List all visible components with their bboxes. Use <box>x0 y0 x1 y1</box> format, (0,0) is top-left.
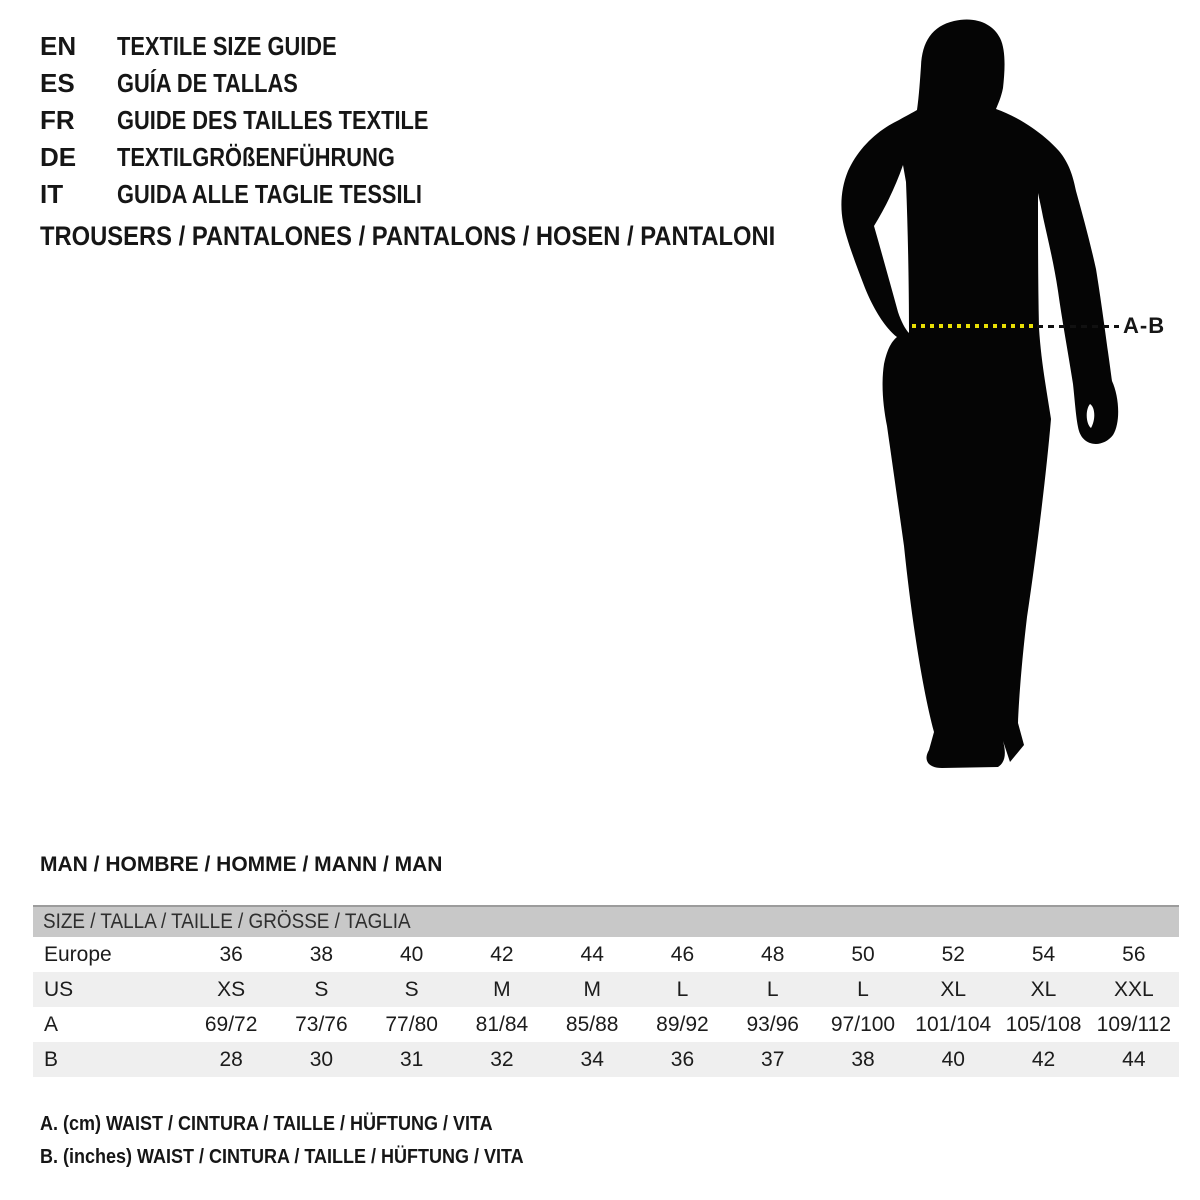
size-table-header: SIZE / TALLA / TAILLE / GRÖSSE / TAGLIA <box>33 906 1179 937</box>
size-cell: 69/72 <box>204 1012 258 1036</box>
size-table <box>33 905 1179 1077</box>
size-cell: 31 <box>399 1047 424 1071</box>
size-cell: 77/80 <box>385 1012 438 1036</box>
table-row-us <box>33 972 1179 1007</box>
footnote-a: A. (cm) WAIST / CINTURA / TAILLE / HÜFTUNG / VITA <box>40 1113 493 1135</box>
language-title: GUIDA ALLE TAGLIE TESSILI <box>117 179 422 209</box>
size-cell: S <box>314 977 329 1001</box>
row-label: B <box>44 1047 59 1071</box>
language-code: EN <box>40 31 77 61</box>
section-title-man: MAN / HOMBRE / HOMME / MANN / MAN <box>40 853 443 876</box>
size-cell: 30 <box>309 1047 334 1071</box>
row-label: Europe <box>44 942 112 966</box>
size-cell: 109/112 <box>1096 1012 1171 1036</box>
size-cell: 52 <box>941 942 965 966</box>
table-row-a-cm <box>33 1007 1179 1042</box>
size-cell: XS <box>217 977 246 1001</box>
size-table-header-row <box>33 906 1179 937</box>
footnotes <box>40 1108 577 1174</box>
size-cell: 38 <box>309 942 334 966</box>
size-cell: 36 <box>219 942 243 966</box>
language-row <box>40 102 488 139</box>
language-code: FR <box>40 105 75 135</box>
size-cell: 42 <box>490 942 514 966</box>
size-cell: 85/88 <box>565 1012 619 1036</box>
size-cell: 42 <box>1031 1047 1056 1071</box>
language-title: TEXTILGRÖßENFÜHRUNG <box>117 142 395 172</box>
language-title: GUÍA DE TALLAS <box>117 68 298 98</box>
size-cell: 101/104 <box>915 1012 992 1036</box>
size-cell: 34 <box>580 1047 604 1071</box>
size-cell: 46 <box>670 942 695 966</box>
size-cell: M <box>493 977 511 1001</box>
man-silhouette-figure <box>820 0 1200 780</box>
waist-measure-dotted-yellow <box>912 324 1033 328</box>
size-cell: 40 <box>399 942 424 966</box>
man-silhouette-svg <box>820 0 1200 780</box>
size-cell: 93/96 <box>746 1012 799 1036</box>
size-cell: 36 <box>670 1047 695 1071</box>
size-cell: XL <box>1030 977 1057 1001</box>
size-cell: 54 <box>1031 942 1056 966</box>
row-label: US <box>44 977 74 1001</box>
measure-label: A-B <box>1123 313 1166 338</box>
size-cell: 73/76 <box>295 1012 348 1036</box>
size-cell: 28 <box>219 1047 243 1071</box>
size-cell: XXL <box>1113 977 1154 1001</box>
size-cell: L <box>676 977 689 1001</box>
table-row-europe <box>33 937 1179 972</box>
footnote-b: B. (inches) WAIST / CINTURA / TAILLE / HÜFTUNG / VITA <box>40 1146 524 1168</box>
size-cell: 105/108 <box>1005 1012 1082 1036</box>
size-cell: 50 <box>851 942 875 966</box>
language-title: TEXTILE SIZE GUIDE <box>117 31 337 61</box>
table-row-b-inches <box>33 1042 1179 1077</box>
size-cell: 38 <box>851 1047 875 1071</box>
size-cell: 89/92 <box>656 1012 709 1036</box>
language-row <box>40 139 488 176</box>
size-cell: 44 <box>1122 1047 1146 1071</box>
size-cell: 97/100 <box>830 1012 896 1036</box>
language-code: DE <box>40 142 77 172</box>
language-code: IT <box>40 179 64 209</box>
row-label: A <box>44 1012 59 1036</box>
size-cell: 37 <box>761 1047 785 1071</box>
category-title: TROUSERS / PANTALONES / PANTALONS / HOSEN / PANTALONI <box>40 221 776 251</box>
size-cell: L <box>857 977 869 1001</box>
size-cell: M <box>583 977 601 1001</box>
waist-measure-dashed-black <box>1037 325 1119 328</box>
size-cell: 32 <box>490 1047 514 1071</box>
size-cell: 44 <box>580 942 604 966</box>
language-row <box>40 65 488 102</box>
size-cell: 40 <box>941 1047 965 1071</box>
man-silhouette <box>841 20 1118 768</box>
size-cell: S <box>404 977 419 1001</box>
language-block <box>40 28 488 213</box>
size-cell: XL <box>940 977 967 1001</box>
size-cell: 56 <box>1122 942 1146 966</box>
language-row <box>40 176 488 213</box>
size-cell: 48 <box>761 942 785 966</box>
language-title: GUIDE DES TAILLES TEXTILE <box>117 105 429 135</box>
size-cell: 81/84 <box>475 1012 529 1036</box>
language-row <box>40 28 488 65</box>
size-cell: L <box>766 977 779 1001</box>
language-code: ES <box>40 68 75 98</box>
